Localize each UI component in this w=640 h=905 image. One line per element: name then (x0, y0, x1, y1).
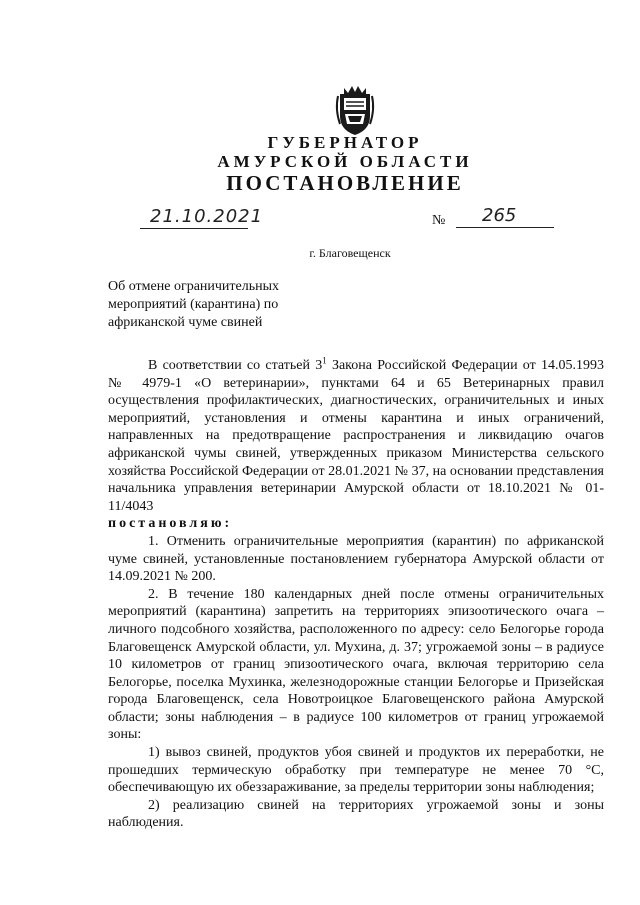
number-underline (456, 227, 554, 228)
date-underline (140, 228, 248, 229)
item-2: 2. В течение 180 календарных дней после отмены ограничительных мероприятий (карантина) запретить на территориях эпизоотического очага – личного подсобного хозяйства, расположенного по адресу: село Белогорье города Благовещенск Амурской области, ул. Мухина, д. 37; угрожаемой зоны – в радиусе 10 километров от границ эпизоотического очага, включая территорию села Белогорье, поселка Мухинка, железнодорожные станции Белогорье и Призейская города Благовещенск, села Новотроицкое Благовещенского района Амурской области; зоны наблюдения – в радиусе 100 километров от границ угрожаемой зоны: (108, 586, 604, 743)
item-1: 1. Отменить ограничительные мероприятия (карантин) по африканской чуме свиней, установленные постановлением губернатора Амурской области от 14.09.2021 № 200. (108, 533, 604, 585)
document-subject: Об отмене ограничительных мероприятий (карантина) по африканской чуме свиней (108, 279, 280, 330)
decree-word: постановляю: (108, 516, 233, 532)
city: г. Благовещенск (309, 246, 391, 260)
document-type: ПОСТАНОВЛЕНИЕ (226, 171, 464, 195)
issuer-region: АМУРСКОЙ ОБЛАСТИ (217, 152, 473, 171)
item-2-2: 2) реализацию свиней на территориях угрожаемой зоны и зоны наблюдения. (108, 797, 604, 831)
number-label: № (432, 213, 446, 228)
handwritten-date: 21.10.2021 (150, 206, 264, 227)
document-body (108, 357, 604, 832)
item-2-1: 1) вывоз свиней, продуктов убоя свиней и продуктов их переработки, не прошедших термическую обработку при температуре не менее 70 °С, обеспечивающую их обеззараживание, за пределы территории зоны наблюдения; (108, 745, 604, 796)
issuer-title: ГУБЕРНАТОР (267, 133, 423, 152)
handwritten-number: 265 (482, 205, 517, 226)
coat-of-arms-icon (330, 80, 380, 136)
preamble: В соответствии со статьей $3^1$ Закона Российской Федерации от 14.05.1993 № 4979-1 «О ветеринарии», пунктами 64 и 65 Ветеринарных правил осуществления профилактических, диагностических, ограничительных и иных мероприятий, установления и отмены карантина и иных ограничений, направленных на предотвращение распространения и ликвидацию очагов африканской чумы свиней, утвержденных приказом Министерства сельского хозяйства Российской Федерации от 28.01.2021 № 37, на основании представления начальника управления ветеринарии Амурской области от 18.10.2021 № 01-11/4043 (108, 355, 604, 514)
